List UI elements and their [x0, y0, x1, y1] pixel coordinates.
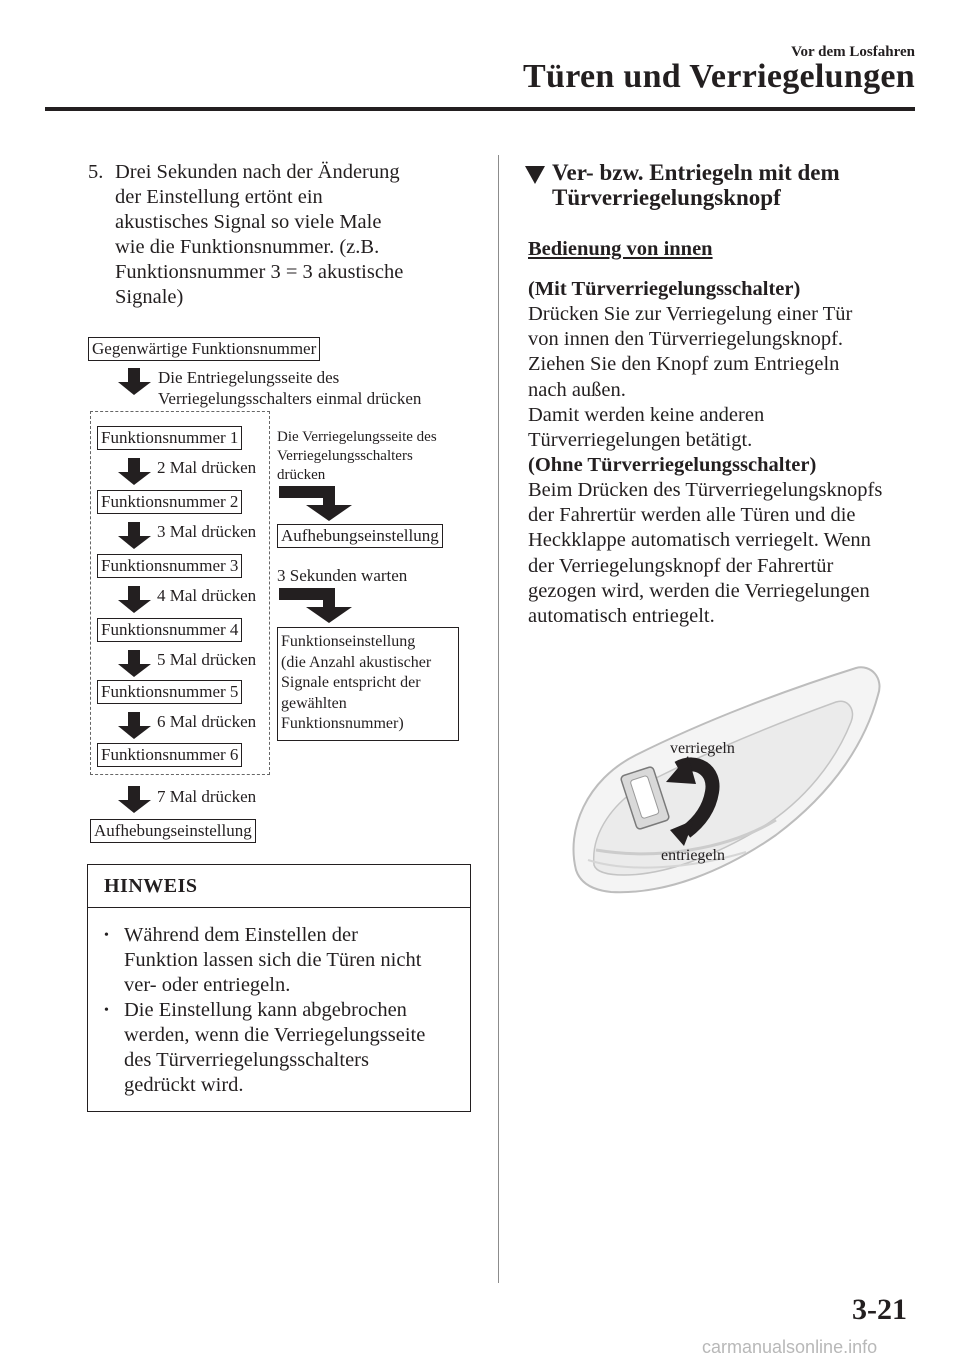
current-function-box: Gegenwärtige Funktionsnummer [88, 337, 320, 361]
lock-side-label: Verriegelungsschalters [277, 448, 413, 464]
step-line: wie die Funktionsnummer. (z.B. [115, 236, 380, 258]
lock-label: verriegeln [670, 740, 735, 757]
press-count-label: 5 Mal drücken [157, 650, 257, 669]
result-line: gewählten [281, 694, 347, 712]
note-header [88, 865, 470, 908]
down-arrow-icon [118, 368, 152, 396]
subheading: Bedienung von innen [528, 238, 713, 260]
result-line: (die Anzahl akustischer [281, 653, 432, 671]
lock-side-label: drücken [277, 467, 326, 483]
press-count-label: 3 Mal drücken [157, 522, 257, 541]
press-count-label: 7 Mal drücken [157, 787, 257, 806]
page-number: 3-21 [852, 1293, 907, 1326]
function-2-box: Funktionsnummer 2 [97, 490, 242, 514]
text-line: Türverriegelungen betätigt. [528, 429, 753, 452]
paragraph-with-switch [528, 302, 928, 453]
press-count-label: 6 Mal drücken [157, 712, 257, 731]
note-line: ver- oder entriegeln. [124, 974, 291, 996]
text-line: automatisch entriegelt. [528, 605, 715, 628]
down-arrow-icon [118, 650, 152, 678]
door-handle-illustration [566, 660, 886, 900]
note-item [104, 998, 454, 1098]
press-count-label: 4 Mal drücken [157, 586, 257, 605]
text-line: der Fahrertür werden alle Türen und die [528, 504, 856, 527]
step-5 [88, 160, 468, 310]
down-arrow-icon [118, 522, 152, 550]
result-line: Signale entspricht der [281, 674, 421, 691]
section-title-line: Türverriegelungsknopf [552, 185, 781, 210]
step-number: 5. [88, 161, 104, 183]
page-title: Türen und Verriegelungen [523, 58, 915, 95]
note-box [87, 864, 471, 1112]
function-6-box: Funktionsnummer 6 [97, 743, 242, 767]
press-once-label: Die Entriegelungsseite des [158, 368, 340, 387]
down-arrow-icon [118, 786, 152, 814]
section-title-line: Ver- bzw. Entriegeln mit dem [552, 160, 840, 185]
bullet-icon: • [104, 1003, 109, 1018]
cancel-setting-box: Aufhebungseinstellung [90, 819, 256, 843]
text-line: von innen den Türverriegelungsknopf. [528, 328, 844, 351]
footer-watermark: carmanualsonline.info [702, 1337, 878, 1357]
function-5-box: Funktionsnummer 5 [97, 680, 242, 704]
text-line: Beim Drücken des Türverriegelungsknopfs [528, 479, 883, 501]
note-line: gedrückt wird. [124, 1074, 244, 1096]
column-divider [498, 155, 499, 1283]
down-arrow-icon [118, 586, 152, 614]
door-handle-icon [566, 660, 886, 900]
text-line: gezogen wird, werden die Verriegelungen [528, 579, 870, 602]
down-arrow-icon [118, 458, 152, 486]
note-line: werden, wenn die Verriegelungsseite [124, 1024, 426, 1046]
result-box [277, 627, 459, 741]
note-line: des Türverriegelungsschalters [124, 1049, 369, 1071]
press-count-label: 2 Mal drücken [157, 458, 257, 477]
bullet-icon: • [104, 928, 109, 943]
cancel-setting-right-box: Aufhebungseinstellung [277, 524, 443, 548]
bent-arrow-icon [279, 588, 357, 624]
step-line: Drei Sekunden nach der Änderung [115, 161, 400, 183]
note-line: Die Einstellung kann abgebrochen [124, 999, 407, 1021]
section-triangle-icon [525, 166, 545, 184]
note-item [104, 923, 454, 998]
text-line: der Verriegelungsknopf der Fahrertür [528, 554, 834, 577]
text-line: Heckklappe automatisch verriegelt. Wenn [528, 529, 871, 552]
note-line: Funktion lassen sich die Türen nicht [124, 949, 422, 971]
text-line: Damit werden keine anderen [528, 403, 765, 426]
down-arrow-icon [118, 712, 152, 740]
text-line: Drücken Sie zur Verriegelung einer Tür [528, 303, 853, 325]
function-3-box: Funktionsnummer 3 [97, 554, 242, 578]
function-4-box: Funktionsnummer 4 [97, 618, 242, 642]
press-once-label: Verriegelungsschalters einmal drücken [158, 389, 422, 408]
with-switch-heading: (Mit Türverriegelungsschalter) [528, 278, 801, 300]
note-line: Während dem Einstellen der [124, 924, 358, 946]
section-title [552, 160, 840, 210]
result-line: Funktionseinstellung [281, 633, 416, 650]
text-line: nach außen. [528, 378, 626, 401]
function-1-box: Funktionsnummer 1 [97, 426, 242, 450]
wait-label: 3 Sekunden warten [277, 566, 408, 585]
paragraph-without-switch [528, 478, 928, 629]
step-line: Funktionsnummer 3 = 3 akustische [115, 261, 404, 283]
note-title: HINWEIS [104, 875, 198, 897]
step-line: akustisches Signal so viele Male [115, 211, 382, 233]
result-line: Funktionsnummer) [281, 715, 404, 732]
text-line: Ziehen Sie den Knopf zum Entriegeln [528, 353, 840, 376]
without-switch-heading: (Ohne Türverriegelungsschalter) [528, 454, 817, 476]
header-section: Vor dem Losfahren [791, 44, 915, 60]
header-rule [45, 107, 915, 111]
step-line: der Einstellung ertönt ein [115, 186, 323, 208]
unlock-label: entriegeln [661, 847, 725, 864]
step-line: Signale) [115, 286, 184, 308]
bent-arrow-icon [279, 486, 357, 522]
lock-side-label: Die Verriegelungsseite des [277, 429, 437, 445]
